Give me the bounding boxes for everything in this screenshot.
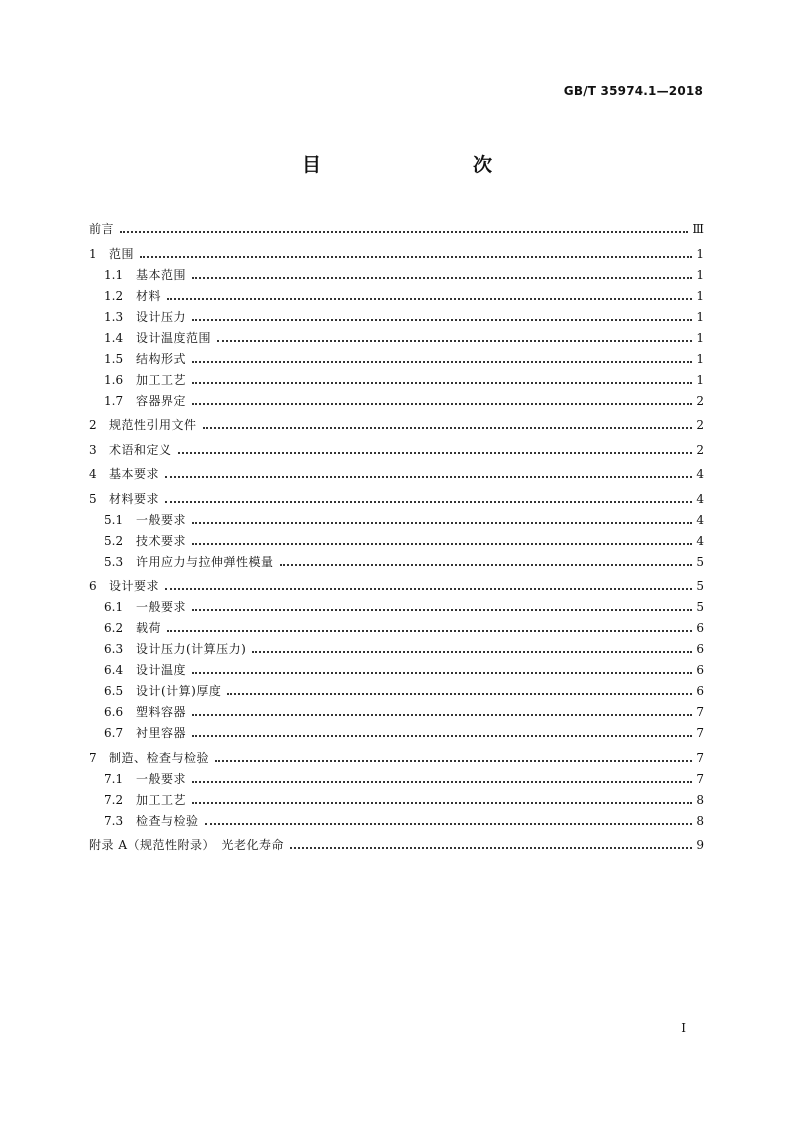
toc-entry[interactable]: [89, 740, 704, 765]
toc-entry-number: 5.2: [104, 533, 124, 548]
dot-leader: [165, 588, 692, 590]
toc-entry[interactable]: [89, 569, 704, 594]
toc-entry-label: 制造、检查与检验: [109, 750, 210, 765]
toc-entry-number: 4: [89, 467, 97, 481]
toc-entry-page: 2: [696, 393, 704, 408]
toc-entry[interactable]: [89, 261, 704, 282]
toc-entry-label: 设计(计算)厚度: [136, 684, 222, 698]
toc-entry-label: 材料: [136, 288, 162, 303]
toc-entry-number: 7.3: [104, 813, 124, 828]
toc-entry-number: 5: [89, 491, 97, 506]
toc-entry-page: 6: [696, 663, 704, 677]
toc-entry-label: 附录 A（规范性附录） 光老化寿命: [89, 838, 284, 852]
toc-entry-page: 8: [696, 813, 704, 828]
toc-entry-number: 7.2: [104, 792, 124, 807]
page-title: 目 次: [301, 154, 530, 176]
toc-entry-page: 7: [696, 726, 704, 740]
toc-entry[interactable]: [89, 282, 704, 303]
toc-entry-label: 一般要求: [136, 512, 187, 527]
toc-entry-number: 1.2: [104, 288, 124, 303]
toc-entry[interactable]: [89, 457, 704, 482]
dot-leader: [192, 672, 692, 674]
toc-entry-page: 6: [696, 621, 704, 635]
toc-entry-number: 1.4: [104, 330, 124, 345]
toc-entry-label: 一般要求: [136, 600, 187, 614]
toc-entry-page: 1: [696, 288, 704, 303]
toc-entry-label: 术语和定义: [109, 442, 172, 457]
dot-leader: [167, 630, 692, 632]
toc-entry[interactable]: [89, 677, 704, 698]
toc-entry-number: 6.1: [104, 600, 124, 614]
toc-entry-page: 2: [696, 442, 704, 457]
toc-entry-page: 5: [696, 579, 704, 593]
toc-entry-label: 结构形式: [136, 351, 187, 366]
toc-entry-page: 4: [696, 512, 704, 527]
toc-entry-page: Ⅲ: [692, 222, 704, 236]
toc-entry-number: 1: [89, 246, 97, 261]
toc-entry-number: 6.4: [104, 663, 124, 677]
table-of-contents: [89, 212, 704, 852]
standard-code: GB/T 35974.1—2018: [563, 84, 703, 98]
toc-entry-label: 规范性引用文件: [109, 418, 197, 432]
toc-entry[interactable]: [89, 345, 704, 366]
dot-leader: [192, 802, 692, 804]
toc-entry[interactable]: [89, 786, 704, 807]
toc-entry-label: 载荷: [136, 621, 162, 635]
toc-entry-page: 6: [696, 684, 704, 698]
dot-leader: [192, 781, 692, 783]
toc-entry-label: 容器界定: [136, 393, 187, 408]
dot-leader: [203, 427, 692, 429]
dot-leader: [280, 564, 692, 566]
toc-entry-label: 设计压力: [136, 309, 187, 324]
toc-entry-label: 基本要求: [109, 467, 160, 481]
toc-entry[interactable]: [89, 719, 704, 740]
toc-entry-page: 1: [696, 372, 704, 387]
toc-entry[interactable]: [89, 408, 704, 433]
toc-entry-number: 1.7: [104, 393, 124, 408]
toc-entry-page: 1: [696, 267, 704, 282]
toc-entry-page: 7: [696, 771, 704, 786]
toc-entry-number: 6.6: [104, 705, 124, 719]
dot-leader: [192, 319, 692, 321]
toc-entry-label: 塑料容器: [136, 705, 187, 719]
toc-entry-page: 5: [696, 554, 704, 569]
toc-entry[interactable]: [89, 635, 704, 656]
dot-leader: [192, 609, 692, 611]
dot-leader: [217, 340, 692, 342]
toc-entry[interactable]: [89, 807, 704, 828]
toc-entry-label: 衬里容器: [136, 726, 187, 740]
toc-entry-number: 7: [89, 750, 97, 765]
dot-leader: [192, 382, 692, 384]
toc-entry-label: 加工工艺: [136, 792, 187, 807]
toc-entry[interactable]: [89, 828, 704, 853]
toc-entry-label: 加工工艺: [136, 372, 187, 387]
dot-leader: [120, 231, 688, 233]
toc-entry-page: 1: [696, 351, 704, 366]
toc-entry[interactable]: [89, 236, 704, 261]
toc-entry-page: 9: [696, 838, 704, 852]
dot-leader: [192, 735, 692, 737]
toc-entry-number: 6.2: [104, 621, 124, 635]
toc-entry-page: 2: [696, 418, 704, 432]
toc-entry-number: 5.1: [104, 512, 124, 527]
dot-leader: [205, 823, 692, 825]
dot-leader: [192, 403, 692, 405]
toc-entry-label: 设计要求: [109, 579, 160, 593]
toc-entry[interactable]: [89, 527, 704, 548]
toc-entry-number: 7.1: [104, 771, 124, 786]
dot-leader: [192, 714, 692, 716]
toc-entry[interactable]: [89, 481, 704, 506]
toc-entry-page: 4: [696, 491, 704, 506]
toc-entry-number: 6.3: [104, 642, 124, 656]
dot-leader: [165, 501, 692, 503]
toc-entry-number: 5.3: [104, 554, 124, 569]
toc-entry-label: 范围: [109, 246, 135, 261]
toc-entry-number: 3: [89, 442, 97, 457]
toc-entry[interactable]: [89, 614, 704, 635]
toc-entry[interactable]: [89, 212, 704, 236]
page-number: I: [681, 1021, 686, 1035]
toc-entry[interactable]: [89, 593, 704, 614]
toc-entry-page: 8: [696, 792, 704, 807]
toc-entry-number: 1.1: [104, 267, 124, 282]
toc-entry-page: 7: [696, 750, 704, 765]
toc-entry-label: 技术要求: [136, 533, 187, 548]
dot-leader: [227, 693, 692, 695]
toc-entry[interactable]: [89, 324, 704, 345]
toc-entry-label: 一般要求: [136, 771, 187, 786]
toc-entry-label: 设计压力(计算压力): [136, 642, 247, 656]
dot-leader: [192, 543, 692, 545]
toc-entry[interactable]: [89, 303, 704, 324]
dot-leader: [165, 476, 692, 478]
dot-leader: [192, 361, 692, 363]
toc-entry-number: 6.7: [104, 726, 124, 740]
toc-entry-page: 1: [696, 246, 704, 261]
dot-leader: [140, 256, 692, 258]
toc-entry[interactable]: [89, 366, 704, 387]
toc-entry[interactable]: [89, 506, 704, 527]
toc-entry-label: 许用应力与拉伸弹性模量: [136, 554, 274, 569]
toc-entry-number: 1.3: [104, 309, 124, 324]
toc-entry-label: 前言: [89, 222, 115, 236]
toc-entry-label: 设计温度范围: [136, 330, 212, 345]
toc-entry-page: 6: [696, 642, 704, 656]
toc-entry[interactable]: [89, 698, 704, 719]
toc-entry-page: 5: [696, 600, 704, 614]
toc-entry-number: 6: [89, 579, 97, 593]
toc-entry-label: 基本范围: [136, 267, 187, 282]
toc-entry-label: 检查与检验: [136, 813, 199, 828]
dot-leader: [192, 277, 692, 279]
toc-entry-label: 设计温度: [136, 663, 187, 677]
dot-leader: [215, 760, 692, 762]
toc-entry-number: 2: [89, 418, 97, 432]
toc-entry-page: 1: [696, 330, 704, 345]
toc-entry[interactable]: [89, 765, 704, 786]
toc-entry-label: 材料要求: [109, 491, 160, 506]
toc-entry-page: 7: [696, 705, 704, 719]
toc-entry[interactable]: [89, 387, 704, 408]
dot-leader: [290, 847, 692, 849]
dot-leader: [252, 651, 692, 653]
toc-entry[interactable]: [89, 432, 704, 457]
toc-entry-number: 6.5: [104, 684, 124, 698]
dot-leader: [167, 298, 692, 300]
toc-entry[interactable]: [89, 548, 704, 569]
toc-entry[interactable]: [89, 656, 704, 677]
toc-entry-number: 1.6: [104, 372, 124, 387]
toc-entry-page: 4: [696, 467, 704, 481]
toc-entry-page: 4: [696, 533, 704, 548]
toc-entry-page: 1: [696, 309, 704, 324]
toc-entry-number: 1.5: [104, 351, 124, 366]
dot-leader: [178, 452, 692, 454]
dot-leader: [192, 522, 692, 524]
